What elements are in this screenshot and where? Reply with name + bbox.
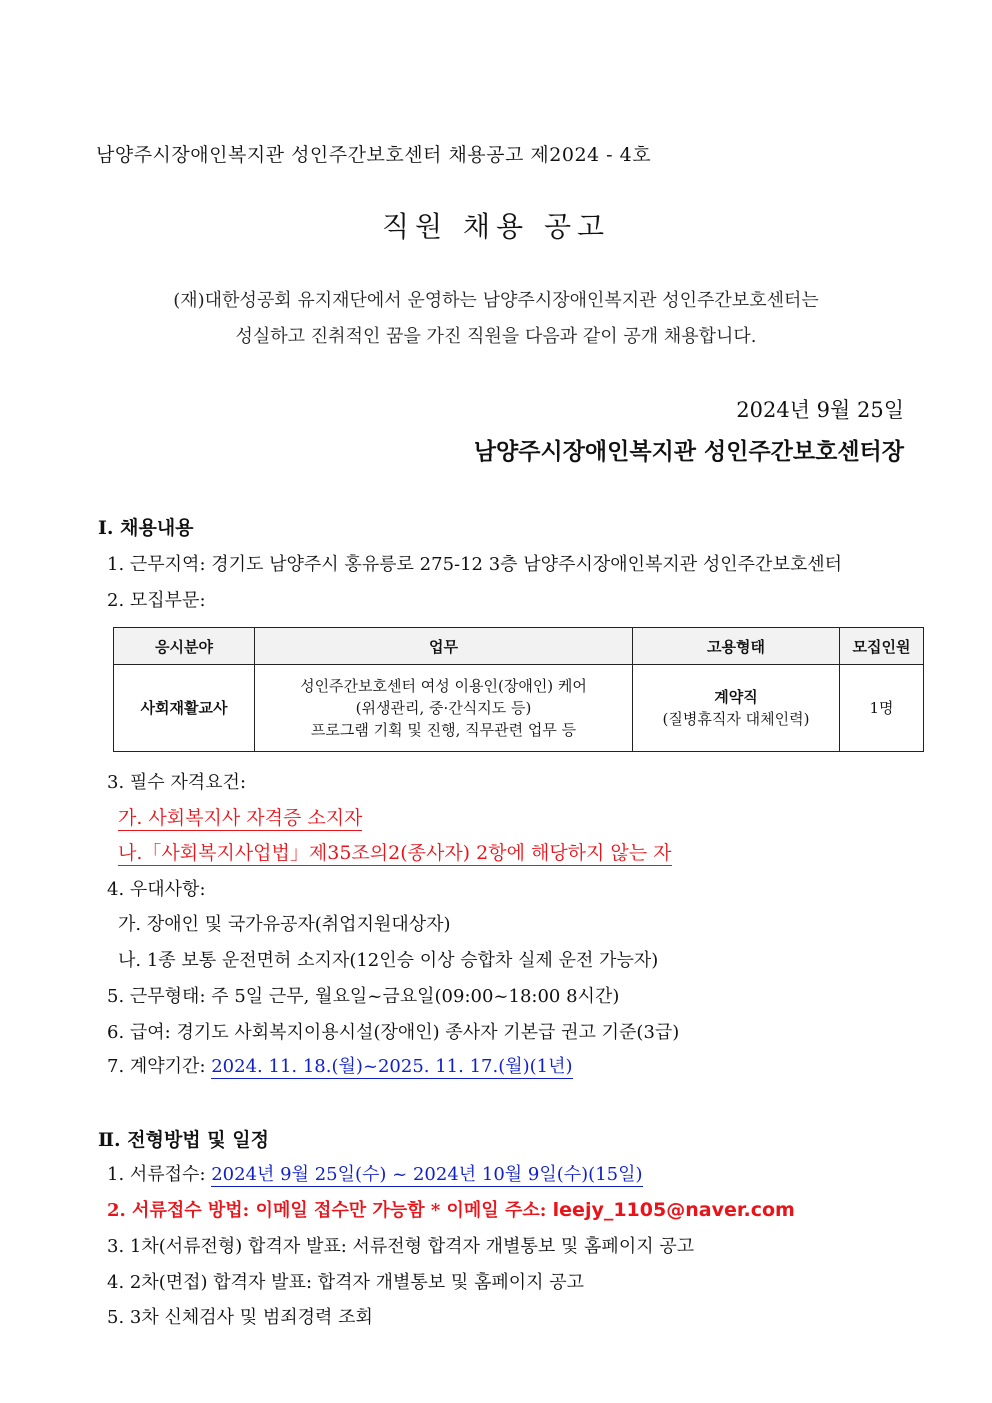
section-1-heading: Ⅰ. 채용내용 [98, 517, 194, 539]
duty-cell [255, 665, 633, 752]
requirement-a: 가. 사회복지사 자격증 소지자 [118, 807, 363, 829]
second-round-announcement: 4. 2차(면접) 합격자 발표: 합격자 개별통보 및 홈페이지 공고 [107, 1272, 585, 1293]
employment-type-note: (질병휴직자 대체인력) [662, 710, 810, 728]
application-period-label: 1. 서류접수: [107, 1164, 212, 1185]
contract-period-label: 7. 계약기간: [107, 1056, 212, 1077]
requirement-b: 나.「사회복지사업법」제35조의2(종사자) 2항에 해당하지 않는 자 [118, 842, 672, 864]
contract-period [107, 1052, 573, 1078]
employment-type: 계약직 [714, 688, 758, 706]
intro-line-1: (재)대한성공회 유지재단에서 운영하는 남양주시장애인복지관 성인주간보호센터는 [173, 290, 819, 311]
application-period [107, 1160, 643, 1186]
work-schedule: 5. 근무형태: 주 5일 근무, 월요일~금요일(09:00~18:00 8시간) [107, 986, 620, 1007]
duty-line: 프로그램 기획 및 진행, 직무관련 업무 등 [310, 721, 577, 739]
recruit-field-label: 2. 모집부문: [107, 590, 206, 611]
issuer: 남양주시장애인복지관 성인주간보호센터장 [473, 438, 904, 465]
recruit-table [113, 627, 924, 752]
section-2-heading: Ⅱ. 전형방법 및 일정 [98, 1129, 269, 1151]
duty-line: (위생관리, 중·간식지도 등) [355, 699, 532, 717]
application-method [107, 1196, 795, 1222]
field-cell: 사회재활교사 [114, 665, 255, 752]
email-link[interactable]: leejy_1105@naver.com [552, 1199, 795, 1221]
table-header-row [114, 628, 924, 665]
application-method-label: 2. 서류접수 방법: 이메일 접수만 가능함 * 이메일 주소: [107, 1200, 553, 1221]
contract-period-value: 2024. 11. 18.(월)~2025. 11. 17.(월)(1년) [211, 1056, 573, 1077]
preference-a: 가. 장애인 및 국가유공자(취업지원대상자) [118, 914, 451, 935]
third-round: 5. 3차 신체검사 및 범죄경력 조회 [107, 1307, 373, 1328]
table-header: 업무 [255, 628, 633, 665]
work-location: 1. 근무지역: 경기도 남양주시 홍유릉로 275-12 3층 남양주시장애인복지관 성인주간보호센터 [107, 554, 842, 575]
requirements-label: 3. 필수 자격요건: [107, 772, 247, 793]
employment-type-cell [633, 665, 840, 752]
salary: 6. 급여: 경기도 사회복지이용시설(장애인) 종사자 기본급 권고 기준(3급) [107, 1022, 680, 1043]
notice-number: 남양주시장애인복지관 성인주간보호센터 채용공고 제2024 - 4호 [96, 144, 652, 166]
notice-date: 2024년 9월 25일 [736, 398, 904, 422]
intro-line-2: 성실하고 진취적인 꿈을 가진 직원을 다음과 같이 공개 채용합니다. [235, 326, 757, 347]
first-round-announcement: 3. 1차(서류전형) 합격자 발표: 서류전형 합격자 개별통보 및 홈페이지 공고 [107, 1236, 695, 1257]
application-period-value: 2024년 9월 25일(수) ~ 2024년 10월 9일(수)(15일) [211, 1164, 643, 1185]
table-header: 응시분야 [114, 628, 255, 665]
headcount-cell: 1명 [840, 665, 924, 752]
page-title: 직원 채용 공고 [381, 210, 611, 243]
duty-line: 성인주간보호센터 여성 이용인(장애인) 케어 [300, 677, 587, 695]
preferences-label: 4. 우대사항: [107, 879, 206, 900]
table-header: 고용형태 [633, 628, 840, 665]
preference-b: 나. 1종 보통 운전면허 소지자(12인승 이상 승합차 실제 운전 가능자) [118, 950, 659, 971]
table-row [114, 665, 924, 752]
table-header: 모집인원 [840, 628, 924, 665]
